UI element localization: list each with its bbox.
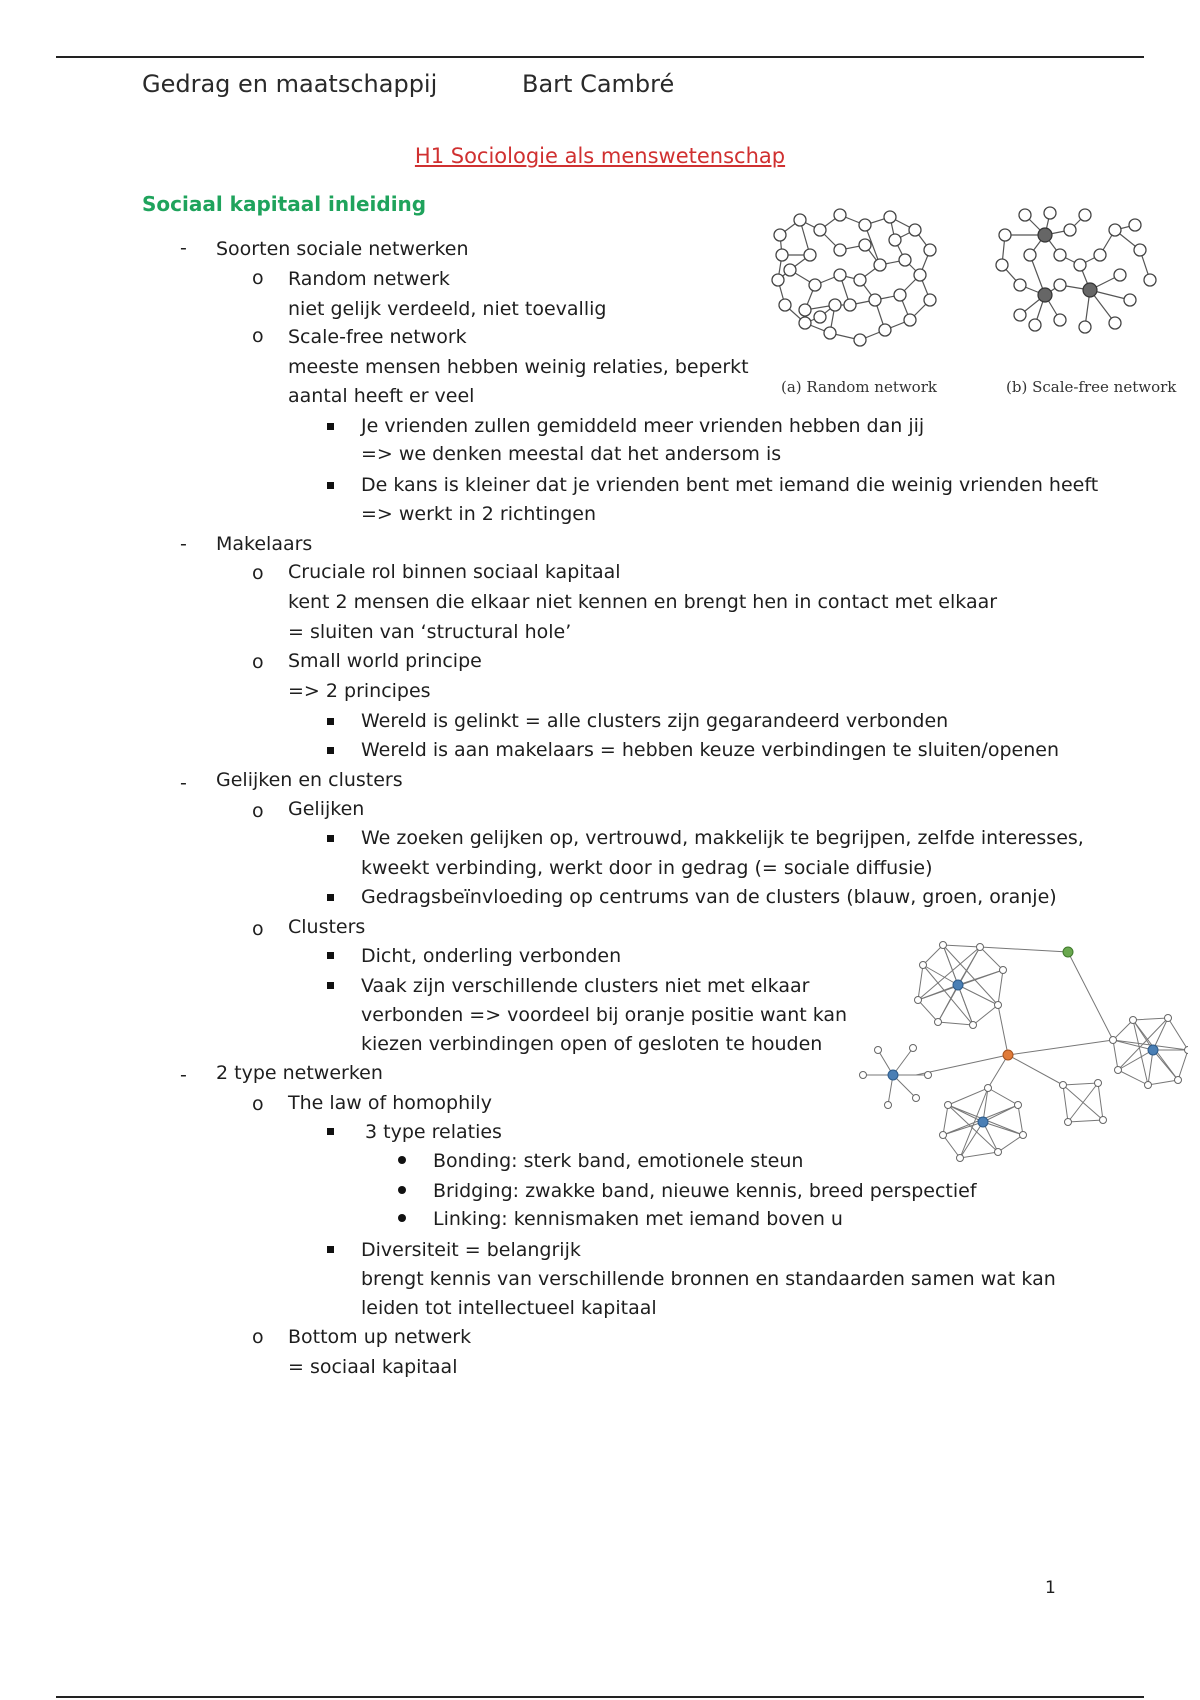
list-item: verbonden => voordeel bij oranje positie want kan — [361, 1004, 848, 1026]
header-course: Gedrag en maatschappij — [142, 70, 438, 98]
dash-marker: - — [180, 533, 187, 555]
list-item: We zoeken gelijken op, vertrouwd, makkelijk te begrijpen, zelfde interesses, — [361, 827, 1084, 849]
list-item: Dicht, onderling verbonden — [361, 945, 622, 967]
list-item: 2 type netwerken — [216, 1062, 383, 1084]
circle-marker: o — [252, 1326, 264, 1348]
list-item: leiden tot intellectueel kapitaal — [361, 1297, 657, 1319]
square-bullet — [327, 1128, 334, 1135]
circle-marker: o — [252, 562, 264, 584]
round-bullet — [398, 1214, 406, 1222]
list-item: Diversiteit = belangrijk — [361, 1239, 581, 1261]
list-item: Scale-free network — [288, 326, 467, 348]
circle-marker: o — [252, 651, 264, 673]
list-item: = sluiten van ‘structural hole’ — [288, 621, 572, 643]
square-bullet — [327, 718, 334, 725]
list-item: Clusters — [288, 916, 366, 938]
list-item: => we denken meestal dat het andersom is — [361, 443, 782, 465]
header-author: Bart Cambré — [522, 70, 675, 98]
list-item: Small world principe — [288, 650, 482, 672]
list-item: Bonding: sterk band, emotionele steun — [433, 1150, 804, 1172]
list-item: Gelijken — [288, 798, 365, 820]
circle-marker: o — [252, 267, 264, 289]
list-item: Wereld is aan makelaars = hebben keuze verbindingen te sluiten/openen — [361, 739, 1059, 761]
blue-hub-node — [978, 1117, 988, 1127]
square-bullet — [327, 894, 334, 901]
list-item: The law of homophily — [288, 1092, 492, 1114]
list-item: niet gelijk verdeeld, niet toevallig — [288, 298, 607, 320]
square-bullet — [327, 952, 334, 959]
blue-hub-node — [888, 1070, 898, 1080]
square-bullet — [327, 482, 334, 489]
scalefree-network-figure — [990, 205, 1160, 355]
list-item: Linking: kennismaken met iemand boven u — [433, 1208, 843, 1230]
list-item: Je vrienden zullen gemiddeld meer vrienden hebben dan jij — [361, 415, 925, 437]
round-bullet — [398, 1156, 406, 1164]
list-item: Cruciale rol binnen sociaal kapitaal — [288, 561, 621, 583]
cluster-network-figure — [848, 930, 1188, 1175]
blue-hub-node — [953, 980, 963, 990]
page-title: H1 Sociologie als menswetenschap — [414, 144, 786, 168]
square-bullet — [327, 982, 334, 989]
square-bullet — [327, 1246, 334, 1253]
circle-marker: o — [252, 800, 264, 822]
list-item: kent 2 mensen die elkaar niet kennen en brengt hen in contact met elkaar — [288, 591, 998, 613]
list-item: = sociaal kapitaal — [288, 1356, 458, 1378]
list-item: Wereld is gelinkt = alle clusters zijn gegarandeerd verbonden — [361, 710, 949, 732]
list-item: kweekt verbinding, werkt door in gedrag (= sociale diffusie) — [361, 857, 933, 879]
round-bullet — [398, 1186, 406, 1194]
list-item: aantal heeft er veel — [288, 385, 475, 407]
list-item: 3 type relaties — [365, 1121, 502, 1143]
list-item: meeste mensen hebben weinig relaties, beperkt — [288, 356, 749, 378]
square-bullet — [327, 423, 334, 430]
list-item: Gedragsbeïnvloeding op centrums van de clusters (blauw, groen, oranje) — [361, 886, 1057, 908]
circle-marker: o — [252, 325, 264, 347]
list-item: kiezen verbindingen open of gesloten te houden — [361, 1033, 823, 1055]
random-network-caption: (a) Random network — [781, 378, 937, 396]
dash-marker: - — [180, 772, 187, 794]
top-rule — [56, 56, 1144, 58]
list-item: => werkt in 2 richtingen — [361, 503, 597, 525]
list-item: brengt kennis van verschillende bronnen en standaarden samen wat kan — [361, 1268, 1056, 1290]
orange-broker-node — [1003, 1050, 1013, 1060]
square-bullet — [327, 747, 334, 754]
scalefree-network-caption: (b) Scale-free network — [1006, 378, 1177, 396]
bottom-rule — [56, 1696, 1144, 1698]
page-number: 1 — [1045, 1578, 1056, 1598]
circle-marker: o — [252, 918, 264, 940]
list-item: Vaak zijn verschillende clusters niet met elkaar — [361, 975, 810, 997]
green-broker-node — [1063, 947, 1073, 957]
circle-marker: o — [252, 1093, 264, 1115]
list-item: Soorten sociale netwerken — [216, 238, 469, 260]
section-heading: Sociaal kapitaal inleiding — [142, 192, 427, 216]
list-item: Random netwerk — [288, 268, 450, 290]
dash-marker: - — [180, 1064, 187, 1086]
list-item: Gelijken en clusters — [216, 769, 403, 791]
list-item: De kans is kleiner dat je vrienden bent met iemand die weinig vrienden heeft — [361, 474, 1099, 496]
list-item: Bottom up netwerk — [288, 1326, 472, 1348]
list-item: => 2 principes — [288, 680, 431, 702]
list-item: Makelaars — [216, 533, 313, 555]
dash-marker: - — [180, 237, 187, 259]
list-item: Bridging: zwakke band, nieuwe kennis, breed perspectief — [433, 1180, 977, 1202]
random-network-figure — [770, 205, 940, 355]
square-bullet — [327, 835, 334, 842]
blue-hub-node — [1148, 1045, 1158, 1055]
